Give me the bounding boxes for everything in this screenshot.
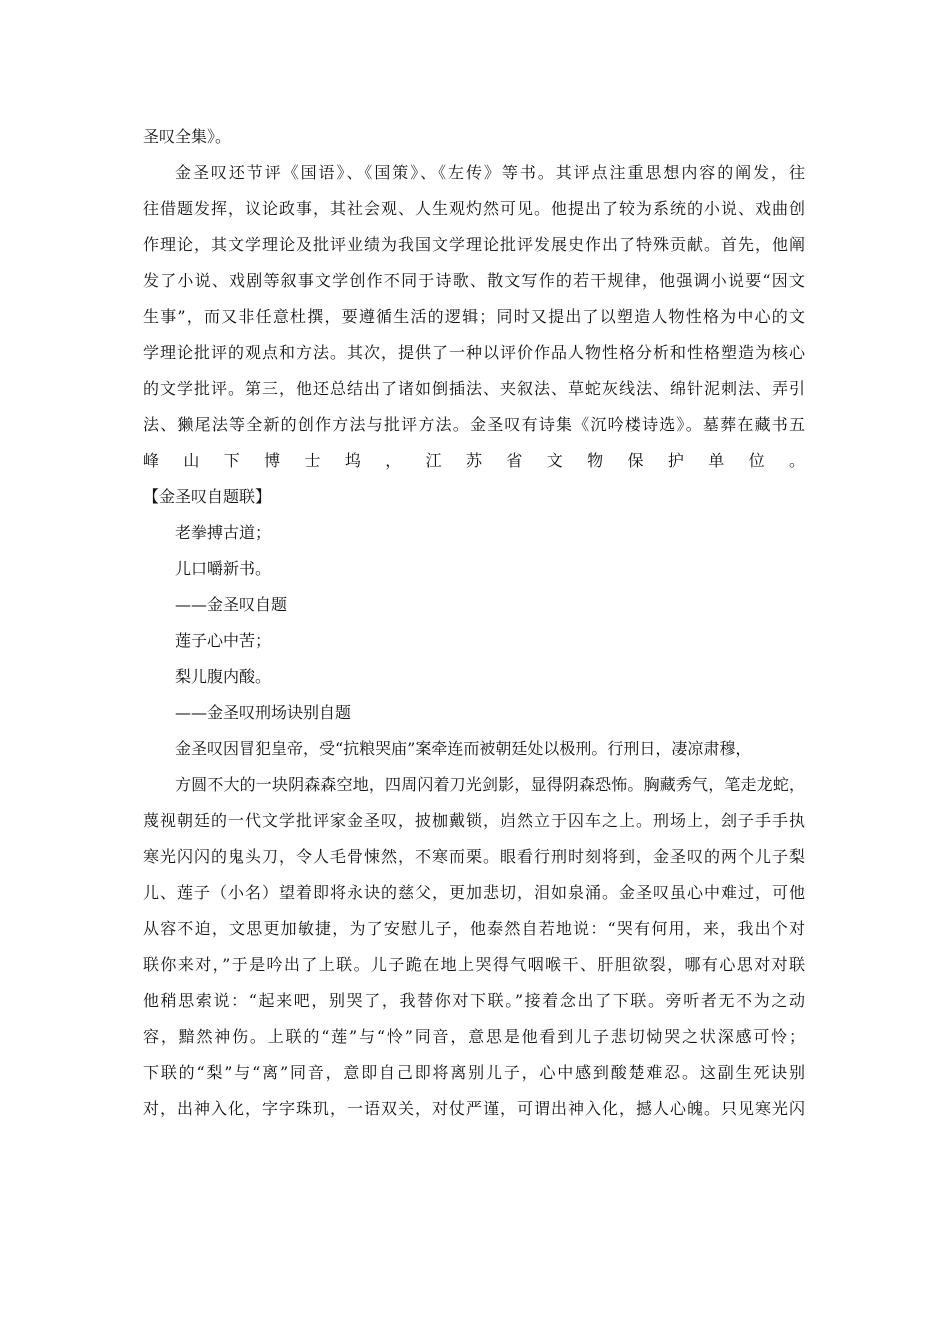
text-line: 峰山下博士坞，江苏省文物保护单位。 bbox=[143, 451, 805, 470]
text-line: 联你来对，”于是吟出了上联。儿子跪在地上哭得气咽喉干、肝胆欲裂，哪有心思对对联 bbox=[143, 955, 805, 974]
text-line: 容，黯然神伤。上联的“莲”与“怜”同音，意思是他看到儿子悲切恸哭之状深感可怜； bbox=[143, 1027, 805, 1046]
text-line: 从容不迫，文思更加敏捷，为了安慰儿子，他泰然自若地说：“哭有何用，来，我出个对 bbox=[143, 919, 805, 938]
text-line: 寒光闪闪的鬼头刀，令人毛骨悚然，不寒而栗。眼看行刑时刻将到，金圣叹的两个儿子梨 bbox=[143, 847, 805, 866]
text-line: 学理论批评的观点和方法。其次，提供了一种以评价作品人物性格分析和性格塑造为核心 bbox=[143, 343, 805, 362]
text-line: 儿、莲子（小名）望着即将永诀的慈父，更加悲切，泪如泉涌。金圣叹虽心中难过，可他 bbox=[143, 883, 805, 902]
couplet-attribution: 金圣叹因冒犯皇帝，受“抗粮哭庙”案牵连而被朝廷处以极刑。行刑日，凄凉肃穆， bbox=[175, 739, 752, 758]
text-line: 生事”，而又非任意杜撰，要遵循生活的逻辑；同时又提出了以塑造人物性格为中心的文 bbox=[143, 307, 805, 326]
text-line: 发了小说、戏剧等叙事文学创作不同于诗歌、散文写作的若干规律，他强调小说要“因文 bbox=[143, 271, 805, 290]
text-line: 【金圣叹自题联】 bbox=[143, 487, 272, 506]
text-line: 他稍思索说：“起来吧，别哭了，我替你对下联。”接着念出了下联。旁听者无不为之动 bbox=[143, 991, 805, 1010]
text-line: 蔑视朝廷的一代文学批评家金圣叹，披枷戴锁，岿然立于囚车之上。刑场上，刽子手手执 bbox=[143, 811, 805, 830]
paragraph-first-line: 金圣叹还节评《国语》、《国策》、《左传》等书。其评点注重思想内容的阐发，往 bbox=[175, 163, 805, 182]
text-line: 往借题发挥，议论政事，其社会观、人生观灼然可见。他提出了较为系统的小说、戏曲创 bbox=[143, 199, 805, 218]
text-line: 对，出神入化，字字珠玑，一语双关，对仗严谨，可谓出神入化，撼人心魄。只见寒光闪 bbox=[143, 1099, 805, 1118]
text-line: 下联的“梨”与“离”同音，意即自己即将离别儿子，心中感到酸楚难忍。这副生死诀别 bbox=[143, 1063, 805, 1082]
section-heading: 老拳搏古道； bbox=[175, 523, 272, 542]
text-line: 作理论，其文学理论及批评业绩为我国文学理论批评发展史作出了特殊贡献。首先，他阐 bbox=[143, 235, 805, 254]
text-line: 的文学批评。第三，他还总结出了诸如倒插法、夹叙法、草蛇灰线法、绵针泥刺法、弄引 bbox=[143, 379, 805, 398]
couplet-line: ——金圣叹刑场诀别自题 bbox=[175, 703, 352, 722]
couplet-line: 梨儿腹内酸。 bbox=[175, 667, 272, 686]
couplet-attribution: 莲子心中苦； bbox=[175, 631, 272, 650]
couplet-line: 儿口嚼新书。 bbox=[175, 559, 272, 578]
couplet-line: ——金圣叹自题 bbox=[175, 595, 288, 614]
paragraph-first-line: 方圆不大的一块阴森森空地，四周闪着刀光剑影，显得阴森恐怖。胸藏秀气，笔走龙蛇， bbox=[175, 775, 805, 794]
text-line: 圣叹全集》。 bbox=[143, 127, 232, 146]
text-line: 法、獭尾法等全新的创作方法与批评方法。金圣叹有诗集《沉吟楼诗选》。墓葬在藏书五 bbox=[143, 415, 805, 434]
